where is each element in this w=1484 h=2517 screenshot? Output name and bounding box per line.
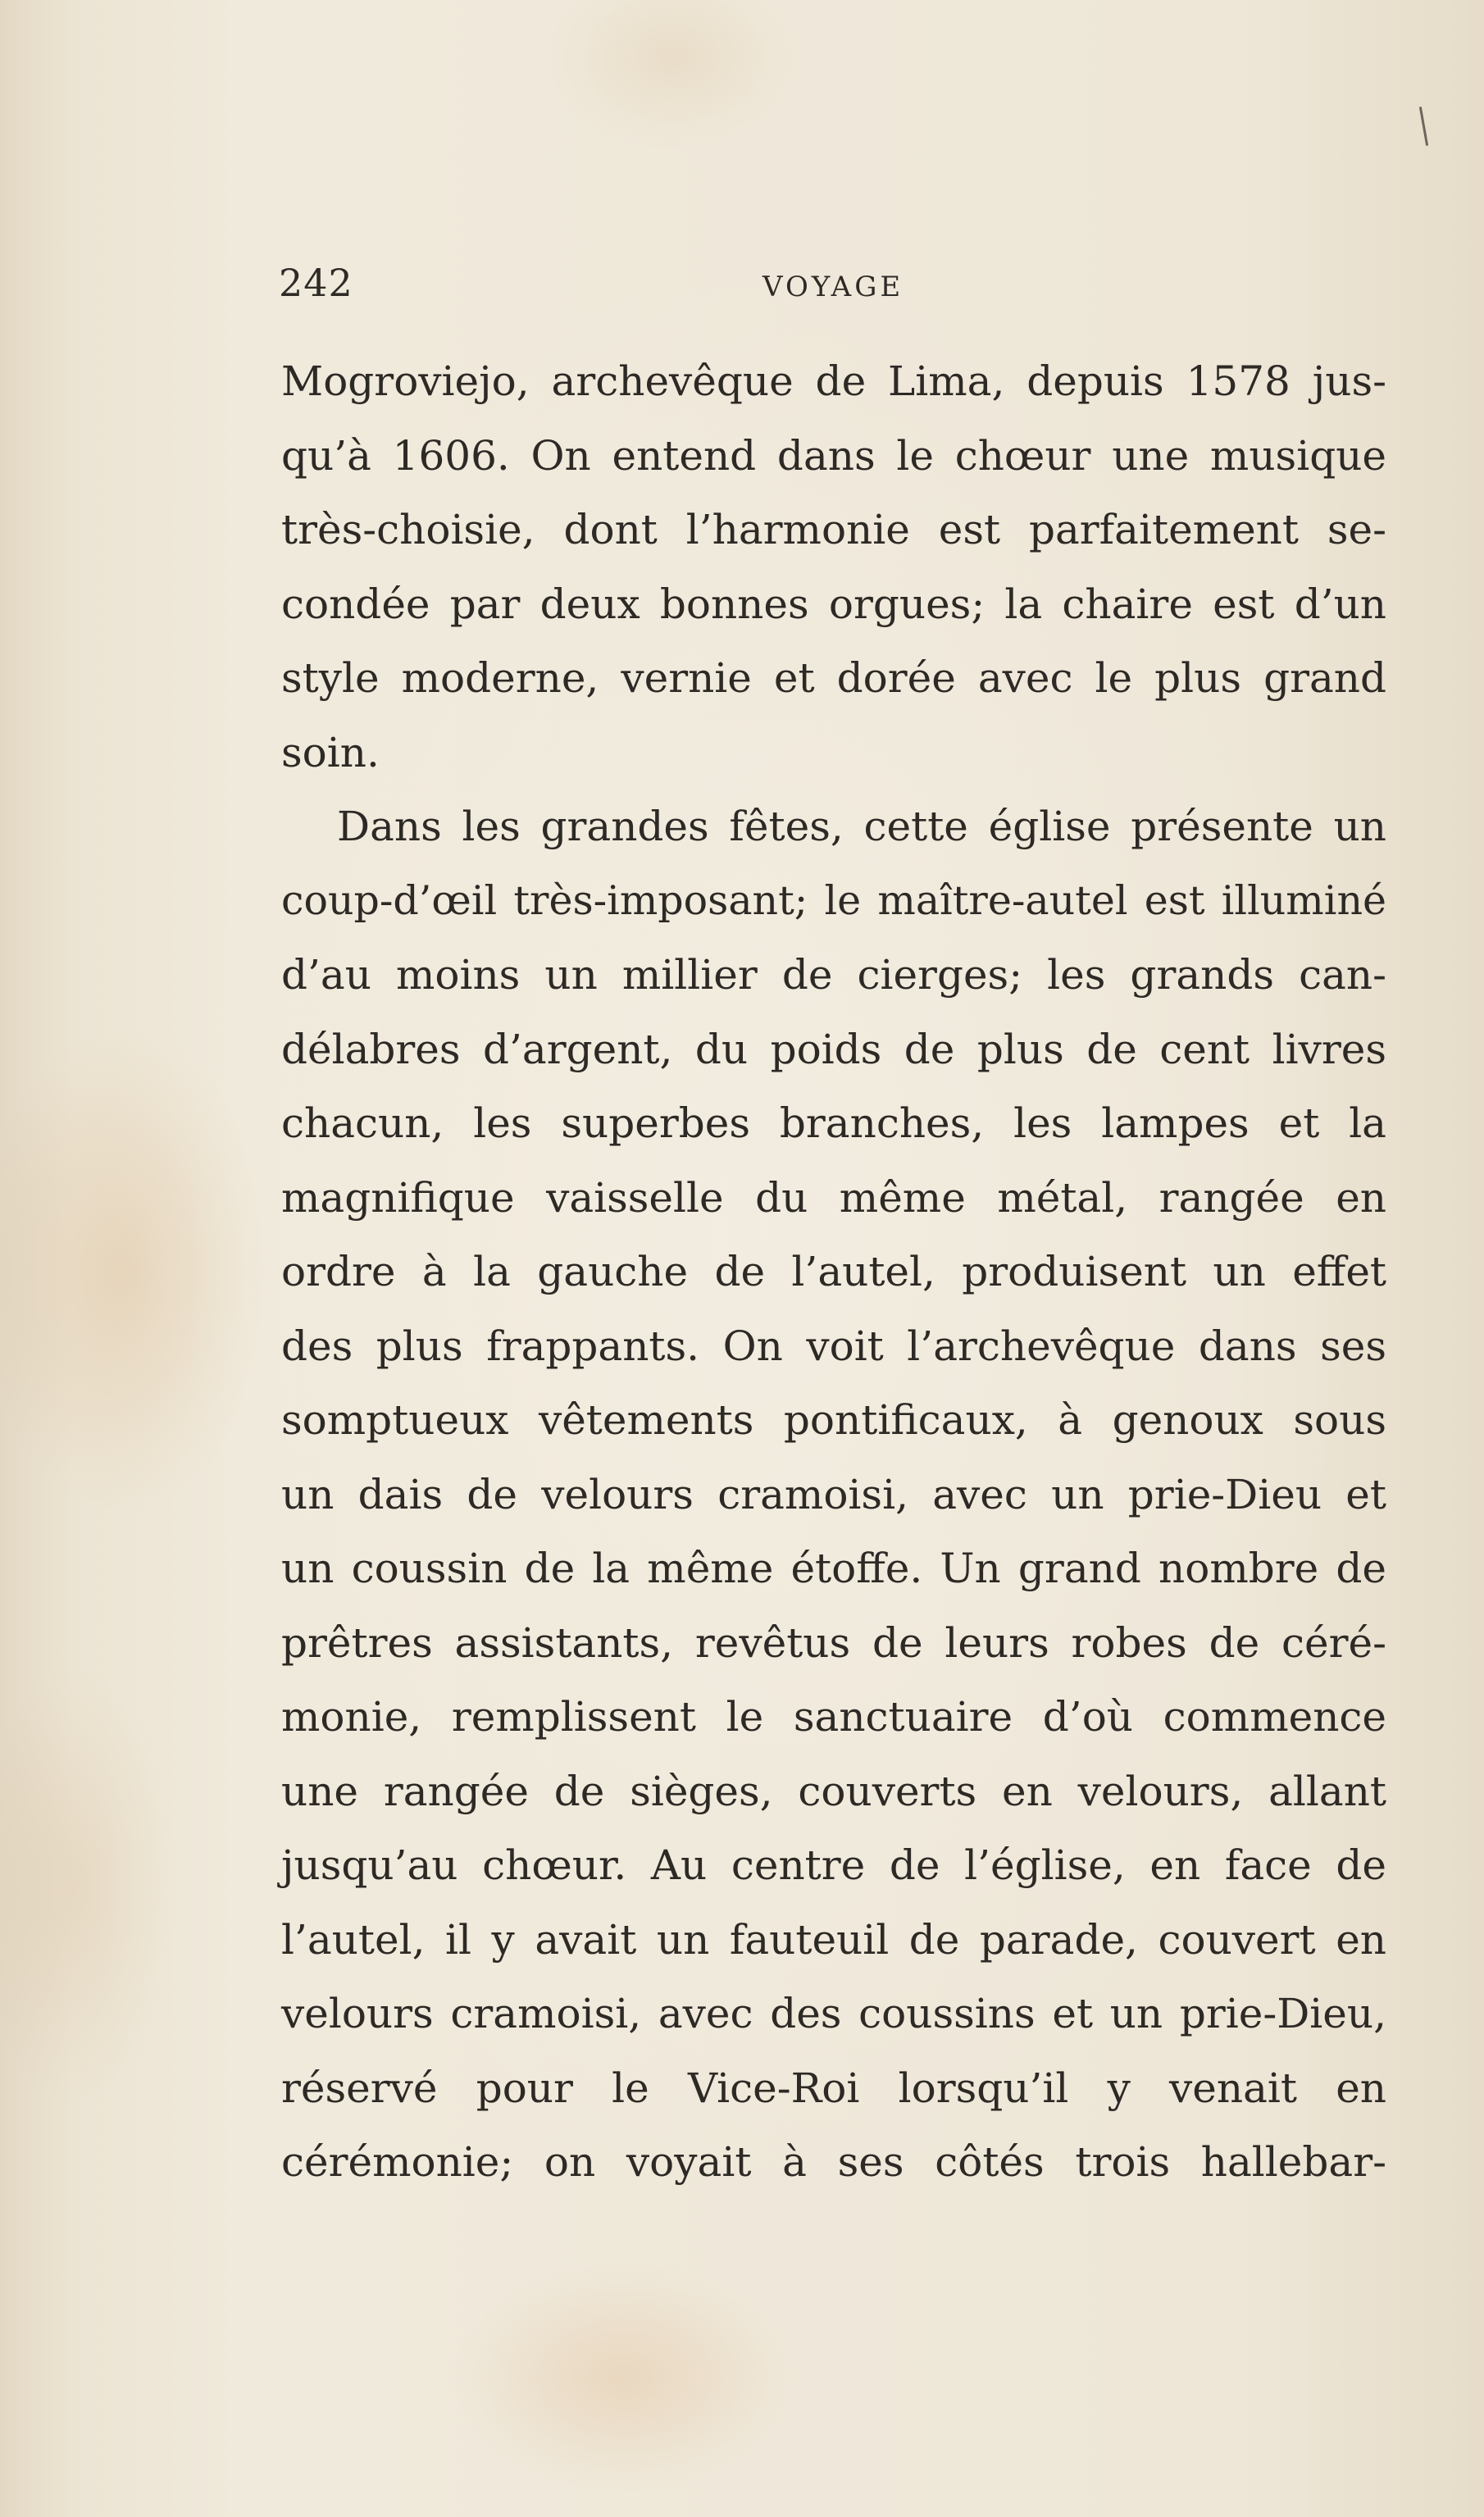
page-header (279, 261, 1427, 310)
text-line: délabres d’argent, du poids de plus de cent livres (281, 1025, 1386, 1073)
text-line: magnifique vaisselle du même métal, rangée en (281, 1173, 1386, 1222)
margin-mark (1419, 107, 1428, 146)
text-line: monie, remplissent le sanctuaire d’où commence (281, 1693, 1386, 1741)
text-line: une rangée de sièges, couverts en velours, allant (281, 1767, 1386, 1815)
text-line: coup-d’œil très-imposant; le maître-autel est illuminé (281, 876, 1386, 924)
text-line: condée par deux bonnes orgues; la chaire est d’un (281, 580, 1386, 628)
text-line: qu’à 1606. On entend dans le chœur une musique (281, 431, 1386, 480)
text-line: chacun, les superbes branches, les lampes et la (281, 1099, 1386, 1147)
text-line: somptueux vêtements pontificaux, à genoux sous (281, 1396, 1386, 1444)
text-line: un coussin de la même étoffe. Un grand nombre de (281, 1545, 1386, 1592)
body-text (281, 344, 1386, 2200)
text-line: velours cramoisi, avec des coussins et un prie-Dieu, (281, 1990, 1386, 2037)
running-title: VOYAGE (762, 271, 904, 303)
page-number: 242 (279, 261, 353, 305)
text-line: ordre à la gauche de l’autel, produisent un effet (281, 1248, 1386, 1295)
text-line: jusqu’au chœur. Au centre de l’église, en face de (281, 1841, 1386, 1889)
text-line: cérémonie; on voyait à ses côtés trois hallebar- (281, 2138, 1386, 2186)
text-line: très-choisie, dont l’harmonie est parfaitement se- (281, 506, 1386, 553)
text-line: Mogroviejo, archevêque de Lima, depuis 1578 jus- (281, 357, 1386, 405)
text-line: réservé pour le Vice-Roi lorsqu’il y venait en (281, 2064, 1386, 2112)
text-line: Dans les grandes fêtes, cette église présente un (337, 803, 1386, 850)
text-line: des plus frappants. On voit l’archevêque dans ses (281, 1322, 1386, 1370)
text-line: un dais de velours cramoisi, avec un prie-Dieu et (281, 1470, 1386, 1518)
text-line: style moderne, vernie et dorée avec le plus grand (281, 654, 1386, 702)
text-line: d’au moins un millier de cierges; les grands can- (281, 951, 1386, 999)
text-line: soin. (281, 728, 380, 776)
text-line: l’autel, il y avait un fauteuil de parade, couvert en (281, 1915, 1386, 1964)
text-line: prêtres assistants, revêtus de leurs robes de céré- (281, 1618, 1386, 1667)
